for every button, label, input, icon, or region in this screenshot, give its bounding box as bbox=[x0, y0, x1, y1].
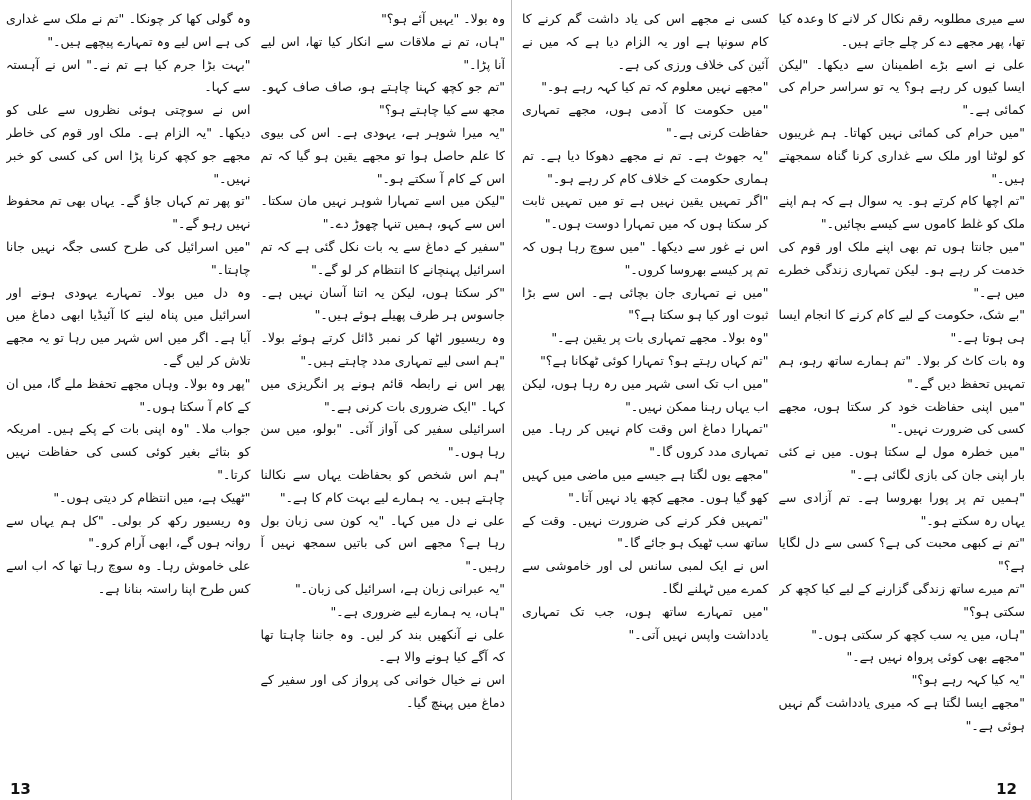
right-page bbox=[516, 0, 1031, 800]
paragraph: اس نے ایک لمبی سانس لی اور خاموشی سے کمرے میں ٹہلنے لگا۔ bbox=[522, 558, 769, 596]
paragraph: جواب ملا۔ "وہ اپنی بات کے پکے ہیں۔ امریکہ کو بتائے بغیر کوئی کسی کی حفاظت نہیں کرتا۔" bbox=[6, 421, 251, 482]
paragraph: "کر سکتا ہوں، لیکن یہ اتنا آسان نہیں ہے۔ جاسوس ہر طرف پھیلے ہوئے ہیں۔" bbox=[260, 284, 505, 323]
paragraph: "میں نے تمہاری جان بچائی ہے۔ اس سے بڑا ثبوت اور کیا ہو سکتا ہے؟" bbox=[522, 284, 769, 323]
paragraph: "میں حرام کی کمائی نہیں کھاتا۔ ہم غریبوں کو لوٹنا اور ملک سے غداری کرنا گناہ سمجھتے ہیں۔" bbox=[778, 124, 1025, 186]
paragraph: "مجھے نہیں معلوم کہ تم کیا کہہ رہے ہو۔" bbox=[541, 79, 769, 95]
paragraph: "تم کہاں رہتے ہو؟ تمہارا کوئی ٹھکانا ہے؟" bbox=[540, 352, 769, 368]
paragraph: "ٹھیک ہے، میں انتظام کر دیتی ہوں۔" bbox=[53, 489, 251, 505]
paragraph: وہ گولی کھا کر چونکا۔ "تم نے ملک سے غداری کی ہے اس لیے وہ تمہارے پیچھے ہیں۔" bbox=[6, 11, 251, 49]
paragraph: علی خاموش رہا۔ وہ سوچ رہا تھا کہ اب اسے کس طرح اپنا راستہ بنانا ہے۔ bbox=[6, 558, 251, 596]
paragraph: "ہم اس شخص کو بحفاظت یہاں سے نکالنا چاہتے ہیں۔ یہ ہمارے لیے بہت کام کا ہے۔" bbox=[260, 466, 505, 505]
paragraph: "مجھے یوں لگتا ہے جیسے میں ماضی میں کہیں کھو گیا ہوں۔ مجھے کچھ یاد نہیں آتا۔" bbox=[522, 466, 769, 505]
paragraph: "میں اپنی حفاظت خود کر سکتا ہوں، مجھے کسی کی ضرورت نہیں۔" bbox=[778, 398, 1025, 437]
paragraph: "اگر تمہیں یقین نہیں ہے تو میں تمہیں ثابت کر سکتا ہوں کہ میں تمہارا دوست ہوں۔" bbox=[522, 193, 769, 232]
paragraph: "ہاں، تم نے ملاقات سے انکار کیا تھا، اس لیے آنا پڑا۔" bbox=[260, 33, 505, 72]
paragraph: "میں تمہارے ساتھ ہوں، جب تک تمہاری یادداشت واپس نہیں آتی۔" bbox=[522, 603, 769, 642]
paragraph: اسرائیلی سفیر کی آواز آئی۔ "بولو، میں سن رہا ہوں۔" bbox=[260, 421, 505, 460]
paragraph: وہ بولا۔ "یہیں آئے ہو؟" bbox=[381, 11, 505, 26]
paragraph: "لیکن میں اسے تمہارا شوہر نہیں مان سکتا۔ اس سے کہو، ہمیں تنہا چھوڑ دے۔" bbox=[260, 193, 505, 232]
paragraph: "مجھے بھی کوئی پرواہ نہیں ہے۔" bbox=[846, 649, 1025, 665]
paragraph: اس نے غور سے دیکھا۔ "میں سوچ رہا ہوں کہ تم پر کیسے بھروسا کروں۔" bbox=[522, 238, 769, 277]
paragraph: "بہت بڑا جرم کیا ہے تم نے۔" اس نے آہستہ سے کہا۔ bbox=[6, 56, 251, 95]
paragraph: "تو پھر تم کہاں جاؤ گے۔ یہاں بھی تم محفوظ نہیں رہو گے۔" bbox=[6, 193, 251, 232]
paragraph: وہ ریسیور رکھ کر بولی۔ "کل ہم یہاں سے روانہ ہوں گے، ابھی آرام کرو۔" bbox=[6, 512, 251, 551]
paragraph: "یہ جھوٹ ہے۔ تم نے مجھے دھوکا دیا ہے۔ تم ہماری حکومت کے خلاف کام کر رہے ہو۔" bbox=[522, 147, 769, 186]
paragraph: علی نے دل میں کہا۔ "یہ کون سی زبان بول رہا ہے؟ مجھے اس کی باتیں سمجھ نہیں آ رہیں۔" bbox=[260, 512, 505, 574]
paragraph: "میں اب تک اسی شہر میں رہ رہا ہوں، لیکن اب یہاں رہنا ممکن نہیں۔" bbox=[522, 375, 769, 414]
paragraph: "پھر وہ بولا۔ وہاں مجھے تحفظ ملے گا، میں ان کے کام آ سکتا ہوں۔" bbox=[6, 375, 251, 414]
paragraph: اس نے خیال خوانی کی پرواز کی اور سفیر کے دماغ میں پہنچ گیا۔ bbox=[260, 672, 505, 710]
paragraph: وہ ریسیور اٹھا کر نمبر ڈائل کرتے ہوئے بولا۔ "ہم اسی لیے تمہاری مدد چاہتے ہیں۔" bbox=[260, 330, 505, 368]
paragraph: "تمہیں فکر کرنے کی ضرورت نہیں۔ وقت کے ساتھ سب ٹھیک ہو جائے گا۔" bbox=[522, 512, 769, 551]
paragraph: "تم اچھا کام کرتے ہو۔ یہ سوال ہے کہ ہم اپنے ملک کو غلط کاموں سے کیسے بچائیں۔" bbox=[778, 193, 1025, 232]
paragraph: "میں جانتا ہوں تم بھی اپنے ملک اور قوم کی خدمت کر رہے ہو۔ لیکن تمہاری زندگی خطرے میں ہے۔" bbox=[778, 238, 1025, 300]
paragraph: اس نے سوچتی ہوئی نظروں سے علی کو دیکھا۔ "یہ الزام ہے۔ ملک اور قوم کی خاطر مجھے جو کچھ کرنا پڑا اس کی کسی کو خبر نہیں۔" bbox=[6, 102, 251, 186]
text-column-right bbox=[779, 8, 1026, 776]
text-column-left bbox=[6, 8, 251, 776]
paragraph: کسی نے مجھے اس کی یاد داشت گم کرنے کا کام سونپا ہے اور یہ الزام دیا ہے کہ میں نے آئین کی خلاف ورزی کی ہے۔ bbox=[522, 11, 769, 72]
paragraph: "میں اسرائیل کی طرح کسی جگہ نہیں جانا چاہتا۔" bbox=[6, 238, 251, 277]
left-page bbox=[0, 0, 512, 800]
paragraph: "مجھے ایسا لگتا ہے کہ میری یادداشت گم نہیں ہوئی ہے۔" bbox=[778, 694, 1025, 733]
paragraph: "میں حکومت کا آدمی ہوں، مجھے تمہاری حفاظت کرنی ہے۔" bbox=[522, 102, 769, 140]
paragraph: علی نے آنکھیں بند کر لیں۔ وہ جاننا چاہتا تھا کہ آگے کیا ہونے والا ہے۔ bbox=[260, 626, 505, 665]
paragraph: "تم جو کچھ کہنا چاہتے ہو، صاف صاف کہو۔ مجھ سے کیا چاہتے ہو؟" bbox=[260, 79, 505, 118]
text-column-right bbox=[261, 8, 506, 776]
paragraph: "تم میرے ساتھ زندگی گزارنے کے لیے کیا کچھ کر سکتی ہو؟" bbox=[778, 580, 1025, 619]
paragraph: "بے شک، حکومت کے لیے کام کرنے کا انجام ایسا ہی ہوتا ہے۔" bbox=[778, 307, 1025, 346]
text-column-left bbox=[522, 8, 769, 776]
paragraph: "یہ عبرانی زبان ہے، اسرائیل کی زبان۔" bbox=[294, 580, 505, 596]
paragraph: "میں خطرہ مول لے سکتا ہوں۔ میں نے کئی بار اپنی جان کی بازی لگائی ہے۔" bbox=[778, 444, 1025, 482]
page-number: 13 bbox=[10, 780, 31, 798]
paragraph: وہ دل میں بولا۔ تمہارے یہودی ہونے اور اسرائیل میں پناہ لینے کا آئیڈیا ابھی دماغ میں آیا ہے۔ اگر میں اس شہر میں رہا تو یہ مجھے تلاش کر لیں گے۔ bbox=[6, 284, 251, 368]
paragraph: "وہ بولا۔ مجھے تمہاری بات پر یقین ہے۔" bbox=[551, 330, 769, 346]
paragraph: "ہمیں تم پر پورا بھروسا ہے۔ تم آزادی سے یہاں رہ سکتے ہو۔" bbox=[778, 489, 1025, 528]
page-number: 12 bbox=[996, 780, 1017, 798]
paragraph: "ہاں، یہ ہمارے لیے ضروری ہے۔" bbox=[330, 603, 505, 619]
paragraph: "تم نے کبھی محبت کی ہے؟ کسی سے دل لگایا ہے؟" bbox=[778, 535, 1025, 574]
paragraph: "سفیر کے دماغ سے یہ بات نکل گئی ہے کہ تم اسرائیل پہنچانے کا انتظام کر لو گے۔" bbox=[260, 238, 505, 277]
paragraph: "یہ میرا شوہر ہے، یہودی ہے۔ اس کی بیوی کا علم حاصل ہوا تو مجھے یقین ہو گیا کہ تم اس کے کام آ سکتے ہو۔" bbox=[260, 124, 505, 186]
paragraph: سے میری مطلوبہ رقم نکال کر لانے کا وعدہ کیا تھا، پھر مجھے دے کر چلے جاتے ہیں۔ bbox=[778, 11, 1025, 49]
paragraph: پھر اس نے رابطہ قائم ہونے پر انگریزی میں کہا۔ "ایک ضروری بات کرنی ہے۔" bbox=[260, 375, 505, 414]
paragraph: "تمہارا دماغ اس وقت کام نہیں کر رہا۔ میں تمہاری مدد کروں گا۔" bbox=[522, 421, 769, 460]
paragraph: وہ بات کاٹ کر بولا۔ "تم ہمارے ساتھ رہو، ہم تمہیں تحفظ دیں گے۔" bbox=[778, 352, 1025, 391]
paragraph: "یہ کیا کہہ رہے ہو؟" bbox=[911, 672, 1025, 688]
left-page-columns bbox=[6, 8, 505, 776]
paragraph: "ہاں، میں یہ سب کچھ کر سکتی ہوں۔" bbox=[811, 626, 1025, 642]
right-page-columns bbox=[522, 8, 1025, 776]
paragraph: علی نے اسے بڑے اطمینان سے دیکھا۔ "لیکن ایسا کیوں کر رہے ہو؟ یہ تو سراسر حرام کی کمائی ہے۔" bbox=[778, 56, 1025, 118]
